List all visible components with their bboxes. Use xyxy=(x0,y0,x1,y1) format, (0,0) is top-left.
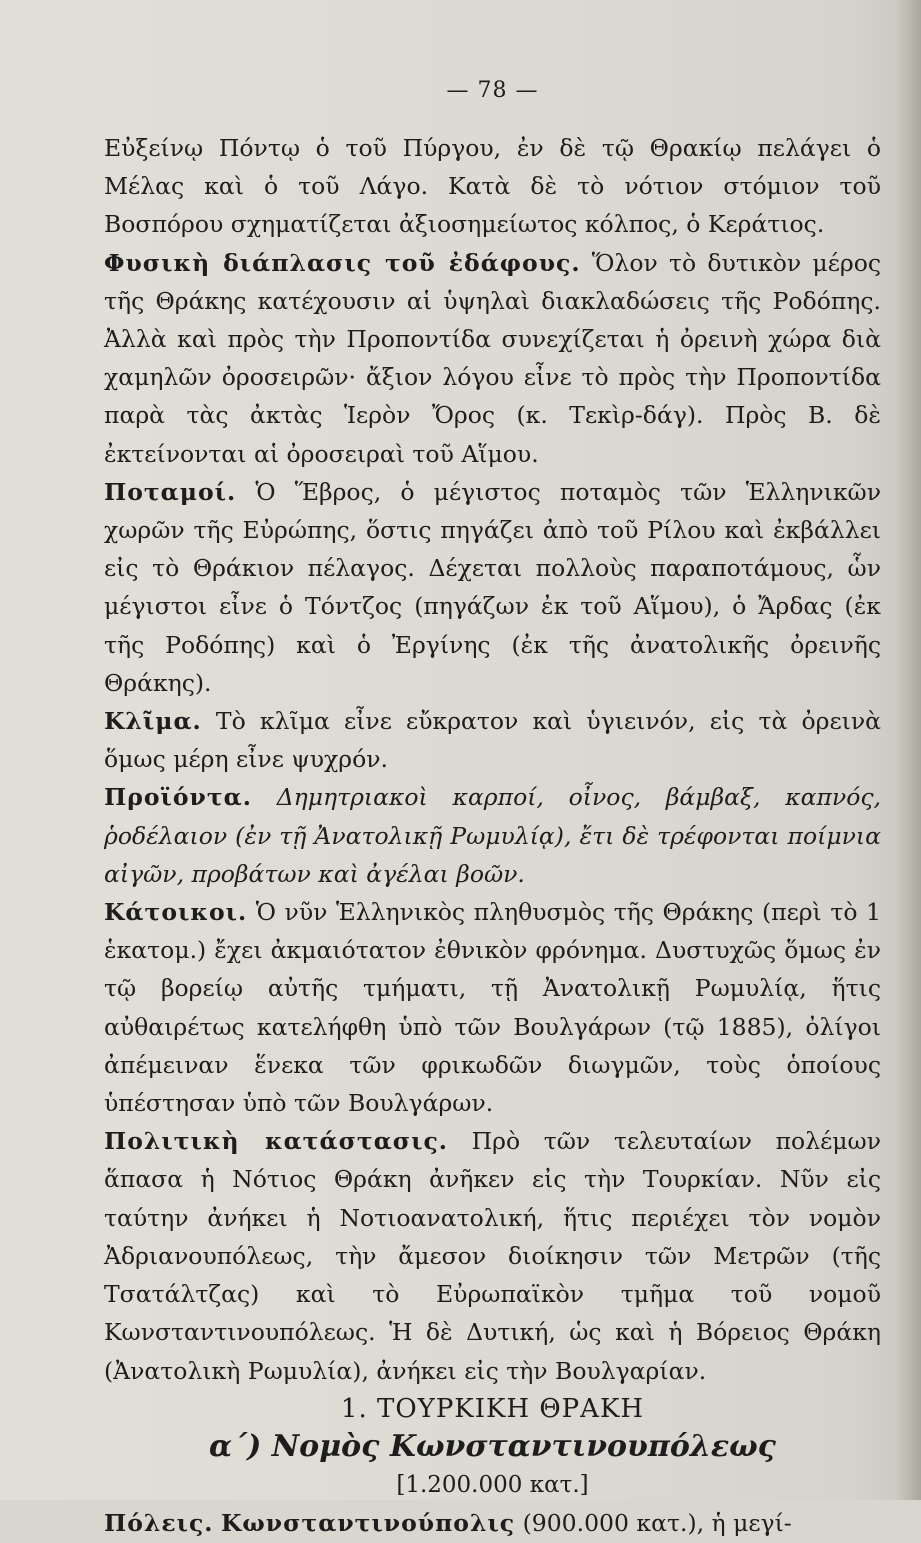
paragraph-products xyxy=(104,778,881,893)
text-terrain: Ὅλον τὸ δυτικὸν μέρος τῆς Θράκης κατέχουσιν αἱ ὑψηλαὶ διακλαδώσεις τῆς Ροδόπης. Ἀλλὰ καὶ πρὸς τὴν Προποντίδα συνεχίζεται ἡ ὀρεινὴ χώρα διὰ χαμηλῶν ὀροσειρῶν· ἄξιον λόγου εἶνε τὸ πρὸς τὴν Προποντίδα παρὰ τὰς ἀκτὰς Ἱερὸν Ὄρος (κ. Τεκὶρ-δάγ). Πρὸς Β. δὲ ἐκτείνονται αἱ ὀροσειραὶ τοῦ Αἵμου. xyxy=(104,248,881,468)
heading-rivers: Ποταμοί. xyxy=(104,477,237,506)
heading-constantinople: Κωνσταντινούπολις xyxy=(220,1509,516,1538)
heading-products: Προϊόντα. xyxy=(104,783,252,812)
heading-climate: Κλῖμα. xyxy=(104,707,202,736)
paragraph-terrain xyxy=(104,244,881,473)
page-number: — 78 — xyxy=(446,78,539,103)
text-inhabitants: Ὁ νῦν Ἑλληνικὸς πληθυσμὸς τῆς Θράκης (περὶ τὸ 1 ἑκατομ.) ἔχει ἀκμαιότατον ἐθνικὸν φρόνημα. Δυστυχῶς ὅμως ἐν τῷ βορείῳ αὐτῆς τμήματι, τῇ Ἀνατολικῇ Ρωμυλίᾳ, ἥτις αὐθαιρέτως κατελήφθη ὑπὸ τῶν Βουλγάρων (τῷ 1885), ὀλίγοι ἀπέμειναν ἕνεκα τῶν φρικωδῶν διωγμῶν, τοὺς ὁποίους ὑπέστησαν ὑπὸ τῶν Βουλγάρων. xyxy=(104,898,881,1118)
paragraph-inhabitants xyxy=(104,893,881,1122)
section-title: 1. ΤΟΥΡΚΙΚΗ ΘΡΑΚΗ xyxy=(340,1393,645,1424)
text-rivers: Ὁ Ἕβρος, ὁ μέγιστος ποταμὸς τῶν Ἑλληνικῶν χωρῶν τῆς Εὐρώπης, ὅστις πηγάζει ἀπὸ τοῦ Ρίλου καὶ ἐκβάλλει εἰς τὸ Θράκιον πέλαγος. Δέχεται πολλοὺς παραποτάμους, ὧν μέγιστοι εἶνε ὁ Τόντζος (πηγάζων ἐκ τοῦ Αἵμου), ὁ Ἄρδας (ἐκ τῆς Ροδόπης) καὶ ὁ Ἐργίνης (ἐκ τῆς ἀνατολικῆς ὀρεινῆς Θράκης). xyxy=(104,477,881,697)
subsection-title: α΄) Νομὸς Κωνσταντινουπόλεως xyxy=(209,1428,776,1464)
text-political: Πρὸ τῶν τελευταίων πολέμων ἅπασα ἡ Νότιος Θράκη ἀνῆκεν εἰς τὴν Τουρκίαν. Νῦν εἰς ταύτην ἀνήκει ἡ Νοτιοανατολική, ἥτις περιέχει τὸν νομὸν Ἀδριανουπόλεως, τὴν ἄμεσον διοίκησιν τῶν Μετρῶν (τῆς Τσατάλτζας) καὶ τὸ Εὐρωπαϊκὸν τμῆμα τοῦ νομοῦ Κωνσταντινουπόλεως. Ἡ δὲ Δυτική, ὡς καὶ ἡ Βόρειος Θράκη (Ἀνατολικὴ Ρωμυλία), ἀνήκει εἰς τὴν Βουλγαρίαν. xyxy=(104,1127,881,1385)
heading-cities: Πόλεις. xyxy=(104,1509,214,1538)
population-figure: [1.200.000 κατ.] xyxy=(396,1472,589,1499)
paragraph-political xyxy=(104,1122,881,1389)
book-spine-shadow xyxy=(895,0,921,1500)
paragraph-cities xyxy=(104,1504,881,1542)
paragraph-rivers xyxy=(104,473,881,702)
text-cities: (900.000 κατ.), ἡ μεγί- xyxy=(515,1509,792,1538)
paragraph-rivers-continued: Εὐξείνῳ Πόντῳ ὁ τοῦ Πύργου, ἐν δὲ τῷ Θρακίῳ πελάγει ὁ Μέλας καὶ ὁ τοῦ Λάγο. Κατὰ δὲ τὸ νότιον στόμιον τοῦ Βοσπόρου σχηματίζεται ἀξιοσημείωτος κόλπος, ὁ Κεράτιος. xyxy=(104,134,881,239)
paragraph-climate xyxy=(104,702,881,778)
heading-inhabitants: Κάτοικοι. xyxy=(104,898,248,927)
heading-political: Πολιτικὴ κατάστασις. xyxy=(104,1127,448,1156)
heading-terrain: Φυσικὴ διάπλασις τοῦ ἐδάφους. xyxy=(104,248,581,277)
text-products: Δημητριακοὶ καρποί, οἶνος, βάμβαξ, καπνός, ῥοδέλαιον (ἐν τῇ Ἀνατολικῇ Ρωμυλίᾳ), ἔτι δὲ τρέφονται ποίμνια αἰγῶν, προβάτων καὶ ἀγέλαι βοῶν. xyxy=(104,783,881,888)
text-climate: Τὸ κλῖμα εἶνε εὔκρατον καὶ ὑγιεινόν, εἰς τὰ ὀρεινὰ ὅμως μέρη εἶνε ψυχρόν. xyxy=(104,707,881,774)
page-body xyxy=(104,129,881,1543)
